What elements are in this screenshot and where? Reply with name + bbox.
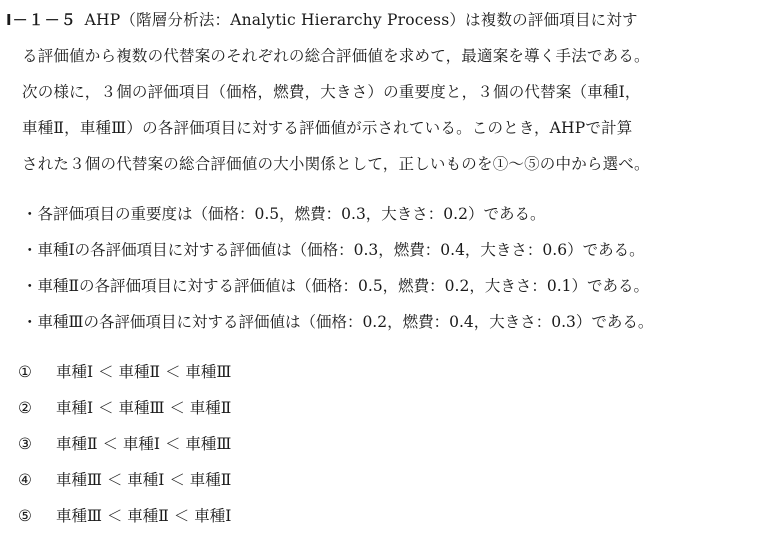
answer-option-5[interactable] — [18, 506, 231, 526]
option-text: 車種Ⅰ ＜ 車種Ⅲ ＜ 車種Ⅱ — [56, 399, 232, 417]
question-number: Ⅰ－１－５ — [6, 11, 77, 29]
answer-option-4[interactable] — [18, 470, 231, 490]
option-number: ⑤ — [18, 507, 32, 525]
bullet-importance: ・各評価項目の重要度は（価格：0.5，燃費：0.3，大きさ：0.2）である。 — [22, 205, 546, 223]
option-text: 車種Ⅲ ＜ 車種Ⅰ ＜ 車種Ⅱ — [56, 471, 232, 489]
question-line-5: された３個の代替案の総合評価値の大小関係として，正しいものを①～⑤の中から選べ。 — [22, 155, 650, 173]
question-text-1: AHP（階層分析法：Analytic Hierarchy Process）は複数の評価項目に対す — [84, 11, 638, 29]
option-text: 車種Ⅲ ＜ 車種Ⅱ ＜ 車種Ⅰ — [56, 507, 232, 525]
answer-option-3[interactable] — [18, 434, 231, 454]
question-line-2: る評価値から複数の代替案のそれぞれの総合評価値を求めて，最適案を導く手法である。 — [22, 47, 650, 65]
bullet-car-3: ・車種Ⅲの各評価項目に対する評価値は（価格：0.2，燃費：0.4，大きさ：0.3）である。 — [22, 313, 654, 331]
question-line-1 — [6, 10, 638, 30]
bullet-car-2: ・車種Ⅱの各評価項目に対する評価値は（価格：0.5，燃費：0.2，大きさ：0.1）である。 — [22, 277, 649, 295]
answer-option-1[interactable] — [18, 362, 231, 382]
answer-option-2[interactable] — [18, 398, 231, 418]
question-line-4: 車種Ⅱ，車種Ⅲ）の各評価項目に対する評価値が示されている。このとき，AHPで計算 — [22, 119, 633, 137]
option-number: ③ — [18, 435, 32, 453]
option-number: ① — [18, 363, 32, 381]
option-number: ② — [18, 399, 32, 417]
option-number: ④ — [18, 471, 32, 489]
option-text: 車種Ⅰ ＜ 車種Ⅱ ＜ 車種Ⅲ — [56, 363, 232, 381]
bullet-car-1: ・車種Ⅰの各評価項目に対する評価値は（価格：0.3，燃費：0.4，大きさ：0.6）である。 — [22, 241, 645, 259]
option-text: 車種Ⅱ ＜ 車種Ⅰ ＜ 車種Ⅲ — [56, 435, 232, 453]
question-line-3: 次の様に，３個の評価項目（価格，燃費，大きさ）の重要度と，３個の代替案（車種Ⅰ， — [22, 83, 641, 101]
